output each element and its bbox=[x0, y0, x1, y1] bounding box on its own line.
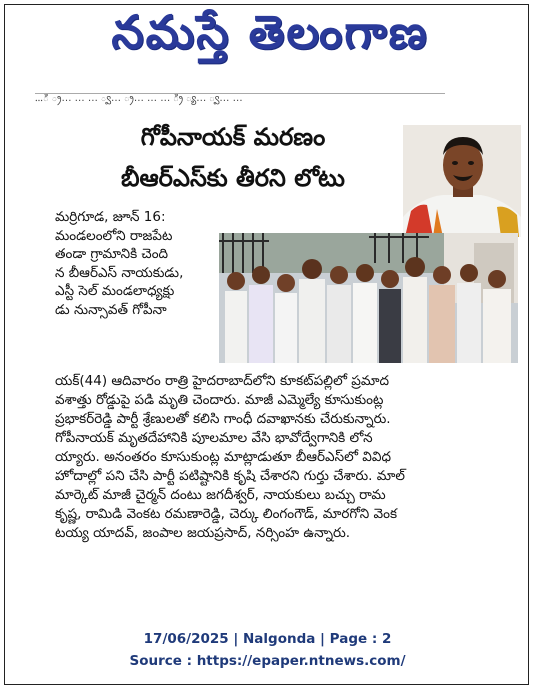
article-line: హోదాల్లో పని చేసి పార్టీ పటిష్టానికి కృషి చేశారని గుర్తు చేశారు. మాల్ bbox=[55, 468, 405, 484]
article-line: మర్రిగూడ, జూన్ 16: bbox=[55, 209, 166, 225]
article-line: డు నున్సావత్ గోపీనా bbox=[55, 301, 167, 318]
source-url[interactable]: Source : https://epaper.ntnews.com/ bbox=[129, 653, 406, 669]
headline-line-1: గోపీనాయక్ మరణం bbox=[140, 123, 326, 151]
article-line: న బీఆర్ఎస్ నాయకుడు, bbox=[55, 264, 184, 281]
headline-line-2: బీఆర్ఎస్‌కు తీరని లోటు bbox=[121, 164, 345, 192]
cropped-previous-line: …ి ్ర… … … ్వ… ్ర… … … ్రి ్య… ్వ… … bbox=[35, 93, 445, 108]
article-line: గోపీనాయక్ మృతదేహానికి పూలమాల వేసి భావోద్వేగానికి లోన bbox=[55, 430, 373, 446]
article-body-narrow-column bbox=[55, 208, 215, 319]
article-line: టయ్య యాదవ్, జంపాల జయప్రసాద్, నర్సింహ ఉన్నారు. bbox=[55, 525, 351, 541]
article-line: తండా గ్రామానికి చెంది bbox=[55, 246, 169, 262]
article-line: కృష్ణ, రామిడి వెంకట రమణారెడ్డి, చెర్కు లింగంగౌడ్, మారగోని వెంక bbox=[55, 506, 398, 522]
article-body-wide-column bbox=[55, 372, 520, 543]
article-line: ప్రభాకర్‌రెడ్డి పార్టీ శ్రేణులతో కలిసి గాంధీ దవాఖానకు చేరుకున్నారు. bbox=[55, 411, 391, 427]
article-line: యక్(44) ఆదివారం రాత్రి హైదరాబాద్‌లోని కూకట్‌పల్లిలో ప్రమాద bbox=[55, 373, 390, 389]
newspaper-masthead: నమస్తే తెలంగాణ bbox=[111, 5, 429, 59]
article-line: మండలంలోని రాజపేట bbox=[55, 227, 173, 244]
portrait-photo bbox=[403, 125, 521, 237]
group-photo bbox=[219, 233, 518, 363]
edition-info: 17/06/2025 | Nalgonda | Page : 2 bbox=[143, 631, 392, 647]
article-line: వశాత్తు రోడ్డుపై పడి మృతి చెందారు. మాజీ ఎమ్మెల్యే కూసుకుంట్ల bbox=[55, 392, 384, 408]
article-line: య్యారు. అనంతరం కూసుకుంట్ల మాట్లాడుతూ బీఆర్ఎస్‌లో వివిధ bbox=[55, 449, 391, 465]
article-line: మార్కెట్ మాజీ చైర్మన్ దంటు జగదీశ్వర్, నాయకులు బచ్చు రామ bbox=[55, 487, 386, 503]
article-line: ఎస్టీ సెల్ మండలాధ్యక్షు bbox=[55, 283, 175, 299]
